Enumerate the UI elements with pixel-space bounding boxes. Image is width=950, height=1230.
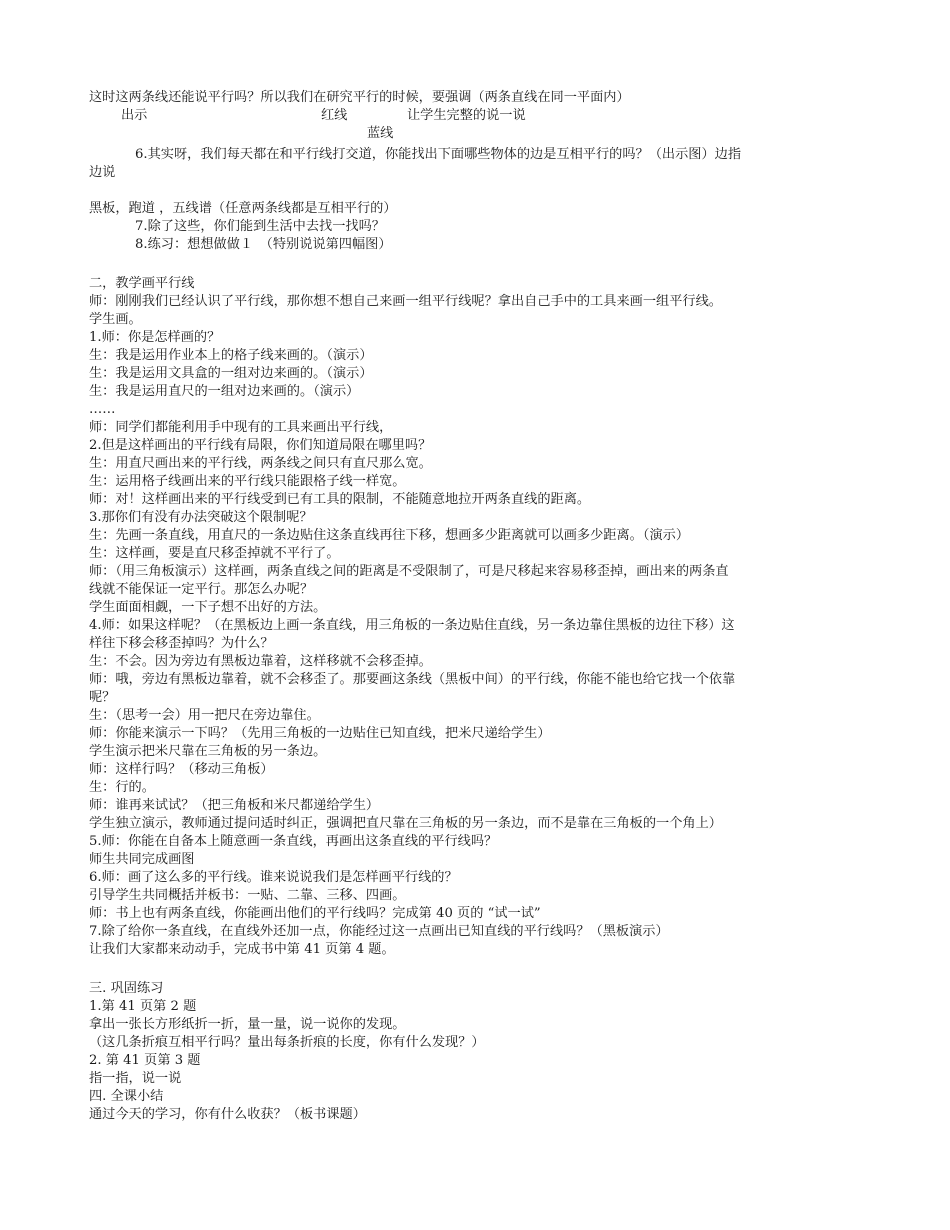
text-line: 学生画。 [89, 312, 142, 327]
text-line: 生：（思考一会）用一把尺在旁边靠住。 [89, 708, 320, 723]
blue-line-label: 蓝线 [367, 126, 394, 141]
text-line: 2. 第 41 页第 3 题 [89, 1053, 201, 1068]
text-line: 2.但是这样画出的平行线有局限，你们知道局限在哪里吗？ [89, 438, 432, 453]
text-line: 让我们大家都来动动手，完成书中第 41 页第 4 题。 [89, 942, 395, 957]
text-line: 5.师：你能在自备本上随意画一条直线，再画出这条直线的平行线吗？ [89, 834, 498, 849]
text-line: 引导学生共同概括并板书：一贴、二靠、三移、四画。 [89, 888, 406, 903]
text-line: 7.除了给你一条直线，在直线外还加一点，你能经过这一点画出已知直线的平行线吗？（黑板演示） [89, 924, 669, 939]
text-line: 师：书上也有两条直线，你能画出他们的平行线吗？完成第 40 页的 “试一试” [89, 906, 541, 921]
text-line: 指一指，说一说 [89, 1071, 182, 1086]
text-line: 师：对！这样画出来的平行线受到已有工具的限制，不能随意地拉开两条直线的距离。 [89, 492, 591, 507]
text-line: 1.第 41 页第 2 题 [89, 999, 197, 1014]
text-line: …… [89, 402, 116, 417]
text-line: 3.那你们有没有办法突破这个限制呢？ [89, 510, 313, 525]
section-heading: 二，教学画平行线 [89, 276, 195, 291]
text-line: 8.练习：想想做做１ （特别说说第四幅图） [135, 237, 392, 252]
complete-say-label: 让学生完整的说一说 [407, 108, 526, 123]
section-heading: 四. 全课小结 [89, 1089, 164, 1104]
text-line: 学生面面相觑，一下子想不出好的方法。 [89, 600, 327, 615]
text-line: 通过今天的学习，你有什么收获？（板书课题） [89, 1107, 366, 1122]
text-line: 6.其实呀，我们每天都在和平行线打交道，你能找出下面哪些物体的边是互相平行的吗？（出示图）边指 [135, 147, 742, 162]
text-line: 学生演示把米尺靠在三角板的另一条边。 [89, 744, 327, 759]
text-line: 师：这样行吗？（移动三角板） [89, 762, 274, 777]
text-line: 生：我是运用作业本上的格子线来画的。（演示） [89, 348, 373, 363]
text-line: 师：（用三角板演示）这样画，两条直线之间的距离是不受限制了，可是尺移起来容易移歪掉，画出来的两条直 [89, 564, 729, 579]
red-line-label: 红线 [321, 108, 348, 123]
text-line: 生：用直尺画出来的平行线，两条线之间只有直尺那么宽。 [89, 456, 432, 471]
text-line: 7.除了这些，你们能到生活中去找一找吗？ [135, 219, 385, 234]
text-line: 生：不会。因为旁边有黑板边靠着，这样移就不会移歪掉。 [89, 654, 432, 669]
text-line: 4.师：如果这样呢？（在黑板边上画一条直线，用三角板的一条边贴住直线，另一条边靠住黑板的边往下移）这 [89, 618, 735, 633]
text-line: 生：先画一条直线，用直尺的一条边贴住这条直线再往下移，想画多少距离就可以画多少距离。（演示） [89, 528, 690, 543]
text-line: 生：我是运用直尺的一组对边来画的。（演示） [89, 384, 360, 399]
text-line: 生：运用格子线画出来的平行线只能跟格子线一样宽。 [89, 474, 406, 489]
text-line: （这几条折痕互相平行吗？量出每条折痕的长度，你有什么发现？） [89, 1035, 485, 1050]
text-line: 黑板，跑道 ，五线谱（任意两条线都是互相平行的） [89, 201, 397, 216]
text-line: 学生独立演示，教师通过提问适时纠正，强调把直尺靠在三角板的另一条边，而不是靠在三角板的一个角上） [89, 816, 722, 831]
text-line: 生：我是运用文具盒的一组对边来画的。（演示） [89, 366, 373, 381]
text-line: 样往下移会移歪掉吗？为什么？ [89, 636, 274, 651]
text-line: 1.师：你是怎样画的？ [89, 330, 221, 345]
text-line: 边说 [89, 165, 116, 180]
text-line: 师：你能来演示一下吗？（先用三角板的一边贴住已知直线，把米尺递给学生） [89, 726, 551, 741]
text-line: 师：哦，旁边有黑板边靠着，就不会移歪了。那要画这条线（黑板中间）的平行线，你能不能也给它找一个依靠 [89, 672, 736, 687]
text-line: 师：同学们都能利用手中现有的工具来画出平行线， [89, 420, 393, 435]
section-heading: 三. 巩固练习 [89, 981, 164, 996]
text-line: 师：刚刚我们已经认识了平行线，那你想不想自己来画一组平行线呢？拿出自己手中的工具来画一组平行线。 [89, 294, 722, 309]
text-line: 这时这两条线还能说平行吗？所以我们在研究平行的时候，要强调（两条直线在同一平面内） [89, 90, 630, 105]
text-line: 拿出一张长方形纸折一折，量一量，说一说你的发现。 [89, 1017, 406, 1032]
text-line: 师生共同完成画图 [89, 852, 195, 867]
text-line: 呢？ [89, 690, 116, 705]
text-line: 线就不能保证一定平行。那怎么办呢？ [89, 582, 314, 597]
text-line: 生：行的。 [89, 780, 155, 795]
text-line: 师：谁再来试试？（把三角板和米尺都递给学生） [89, 798, 380, 813]
text-line: 6.师：画了这么多的平行线。谁来说说我们是怎样画平行线的？ [89, 870, 458, 885]
show-label: 出示 [121, 108, 148, 123]
text-line: 生：这样画，要是直尺移歪掉就不平行了。 [89, 546, 340, 561]
